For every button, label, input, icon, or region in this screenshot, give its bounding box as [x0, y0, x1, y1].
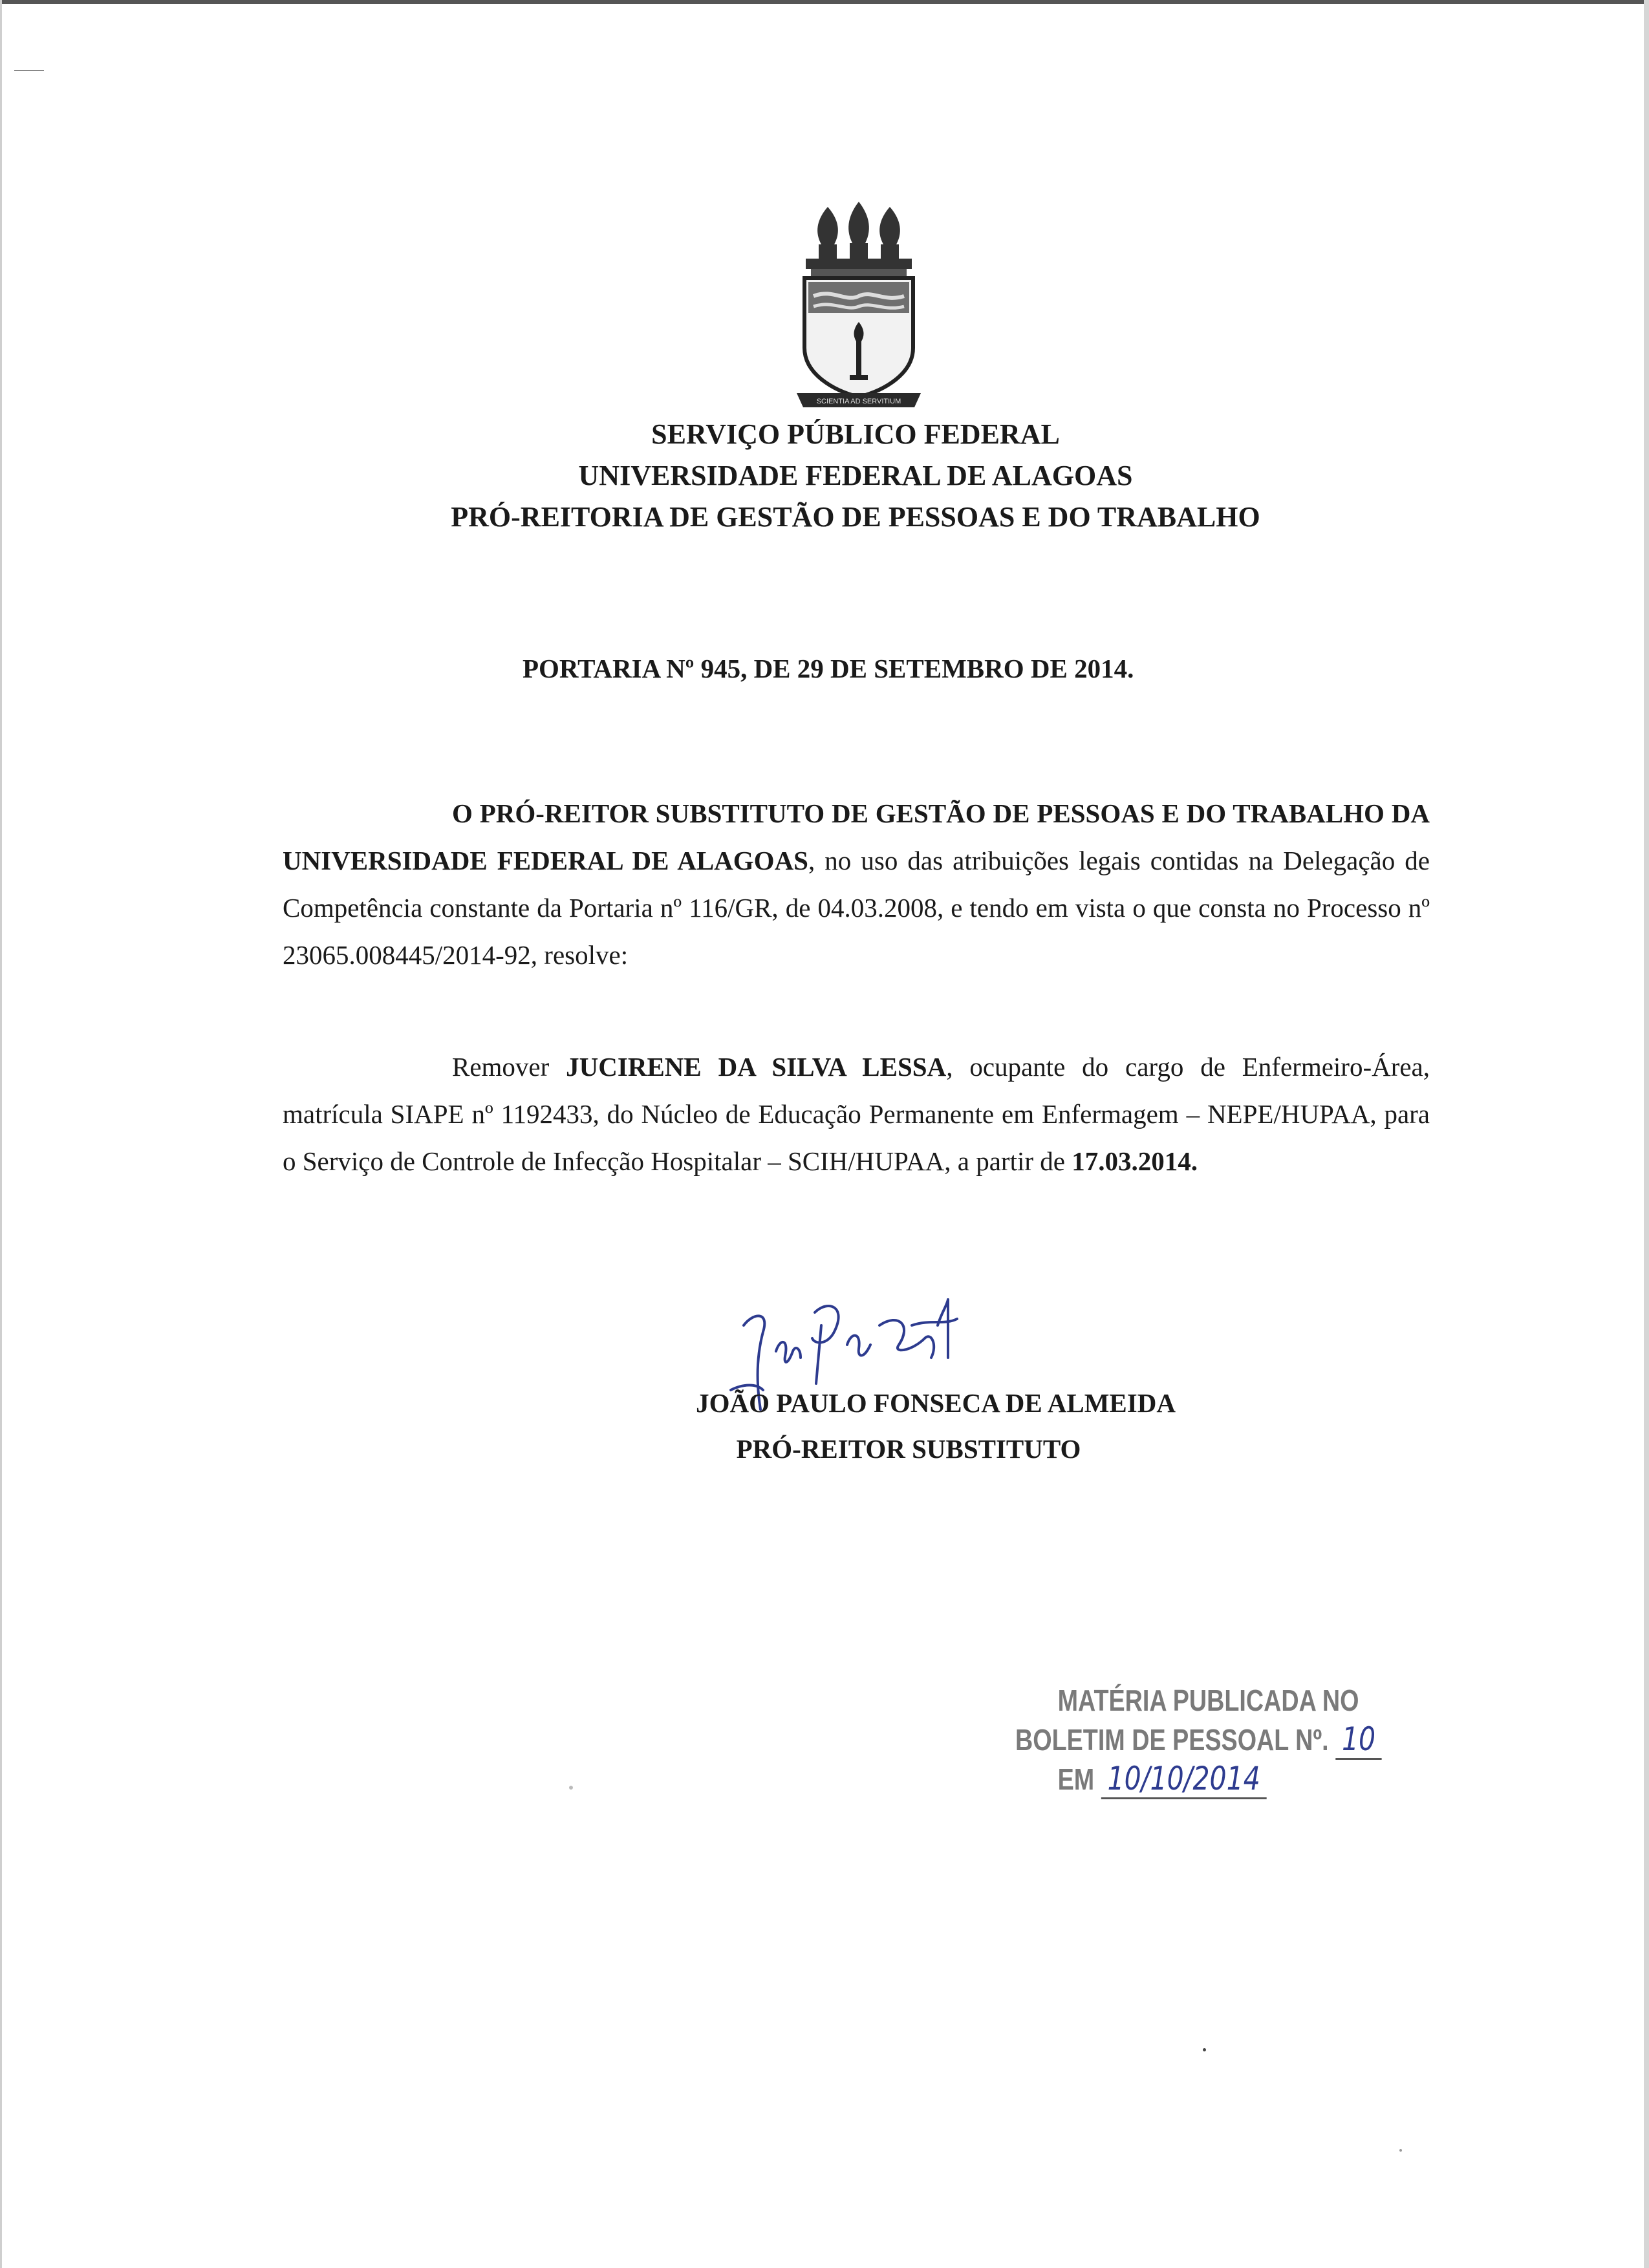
signature-block [0, 1380, 1649, 1472]
resolution-effective-date: 17.03.2014. [1072, 1146, 1198, 1176]
stamp-bulletin-label: BOLETIM DE PESSOAL Nº. [1015, 1723, 1329, 1757]
scan-speck [1203, 2048, 1206, 2051]
stamp-date-value: 10/10/2014 [1101, 1760, 1267, 1799]
preamble-text: , no uso das atribuições legais contidas na Delegação de Competência constante da Portaria nº 116/GR, de 04.03.2008, e tendo em vista o que consta no Processo nº 23065.008445/2014-92, resolve: [283, 846, 1430, 970]
stamp-date-label: EM [1057, 1762, 1095, 1796]
header-line-university: UNIVERSIDADE FEDERAL DE ALAGOAS [578, 460, 1133, 491]
publication-stamp [1015, 1681, 1376, 1799]
margin-mark [14, 70, 44, 71]
preamble-authority: O PRÓ-REITOR SUBSTITUTO DE GESTÃO DE PESSOAS E DO TRABALHO DA UNIVERSIDADE FEDERAL DE ALAGOAS [283, 798, 1430, 875]
stamp-bulletin-number: 10 [1335, 1720, 1382, 1760]
signatory-role: PRÓ-REITOR SUBSTITUTO [736, 1434, 1081, 1464]
resolution-text: , ocupante do cargo de Enfermeiro-Área, matrícula SIAPE nº 1192433, do Núcleo de Educação Permanente em Enfermagem – NEPE/HUPAA, para o Serviço de Controle de Infecção Hospitalar – SCIH/HUPAA, a partir de [283, 1052, 1430, 1176]
scan-speck [569, 1786, 573, 1790]
scan-left-edge [0, 0, 2, 2268]
scan-speck [1399, 2149, 1402, 2152]
stamp-line-date [1015, 1759, 1333, 1799]
resolution-person-name: JUCIRENE DA SILVA LESSA [566, 1052, 947, 1082]
stamp-line-published: MATÉRIA PUBLICADA NO [1057, 1684, 1359, 1717]
signatory-name: JOÃO PAULO FONSECA DE ALMEIDA [696, 1388, 1176, 1418]
document-title: PORTARIA Nº 945, DE 29 DE SETEMBRO DE 2014. [523, 654, 1134, 683]
header-line-department: PRÓ-REITORIA DE GESTÃO DE PESSOAS E DO TRABALHO [451, 501, 1260, 533]
scan-top-edge [0, 0, 1649, 4]
stamp-line-bulletin [1015, 1720, 1376, 1759]
document-header [0, 414, 1649, 538]
crest-motto: SCIENTIA AD SERVITIUM [816, 398, 901, 405]
university-crest-icon [794, 199, 923, 414]
scan-right-edge [1644, 0, 1649, 2268]
resolution-paragraph [283, 1043, 1430, 1185]
resolution-verb: Remover [452, 1052, 550, 1082]
preamble-paragraph [283, 790, 1430, 979]
header-line-service: SERVIÇO PÚBLICO FEDERAL [651, 418, 1060, 450]
